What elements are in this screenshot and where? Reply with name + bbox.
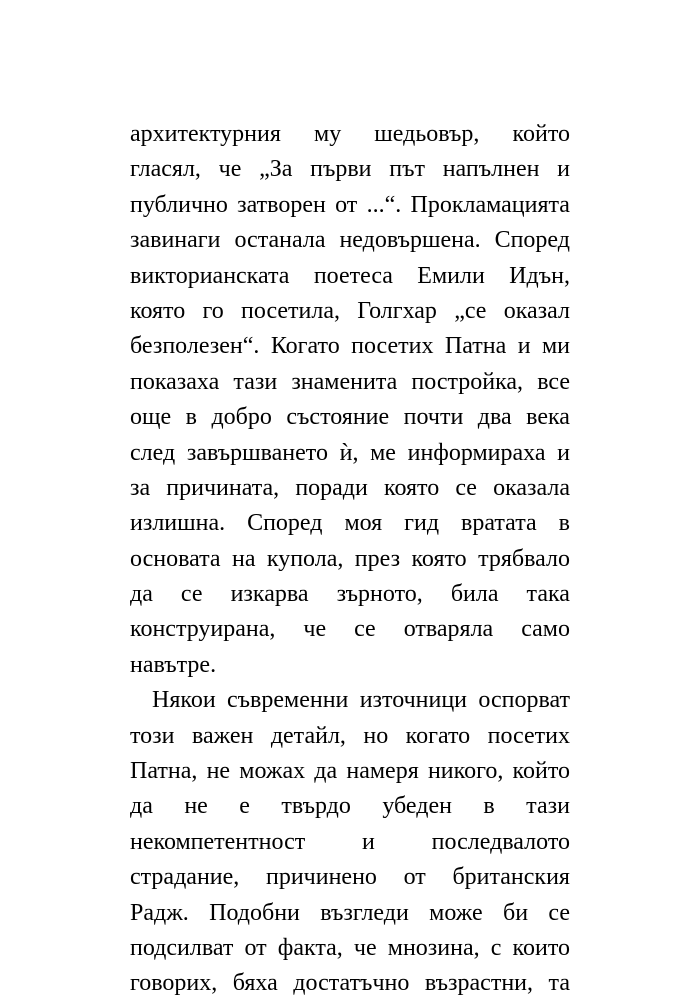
- text-line: публично затворен от ...“. Прокламацията: [130, 191, 570, 218]
- text-line: този важен детайл, но когато посетих: [130, 722, 570, 749]
- text-line: архитектурния му шедьовър, който: [130, 121, 570, 147]
- text-line: гласял, че „За първи път напълнен и: [130, 156, 570, 183]
- text-line: за причината, поради която се оказала: [130, 474, 570, 501]
- text-line: некомпетентност и последвалото: [130, 828, 570, 855]
- text-line: Радж. Подобни възгледи може би се: [130, 899, 570, 926]
- page-text: [130, 117, 570, 1002]
- text-line: да не е твърдо убеден в тази: [130, 793, 570, 820]
- text-line: основата на купола, през която трябвало: [130, 545, 570, 572]
- text-line: безполезен“. Когато посетих Патна и ми: [130, 333, 570, 360]
- text-line: която го посетила, Голгхар „се оказал: [130, 297, 570, 324]
- text-line: говорих, бяха достатъчно възрастни, та: [130, 970, 570, 997]
- text-line: Някои съвременни източници оспорват: [152, 687, 570, 714]
- text-line: конструирана, че се отваряла само: [130, 616, 570, 643]
- text-line: подсилват от факта, че мнозина, с които: [130, 934, 570, 961]
- text-line: още в добро състояние почти два века: [130, 404, 570, 431]
- text-line: викторианската поетеса Емили Идън,: [130, 262, 570, 289]
- text-line: да се изкарва зърното, била така: [130, 581, 570, 608]
- text-line: след завършването ѝ, ме информираха и: [130, 439, 570, 466]
- text-line: показаха тази знаменита постройка, все: [130, 368, 570, 395]
- text-line: завинаги останала недовършена. Според: [130, 227, 570, 254]
- text-line: навътре.: [130, 651, 217, 678]
- text-line: страдание, причинено от британския: [130, 864, 570, 891]
- text-line: Патна, не можах да намеря никого, който: [130, 758, 570, 785]
- paragraph: [130, 683, 570, 1002]
- paragraph: [130, 117, 570, 683]
- text-line: излишна. Според моя гид вратата в: [130, 510, 570, 537]
